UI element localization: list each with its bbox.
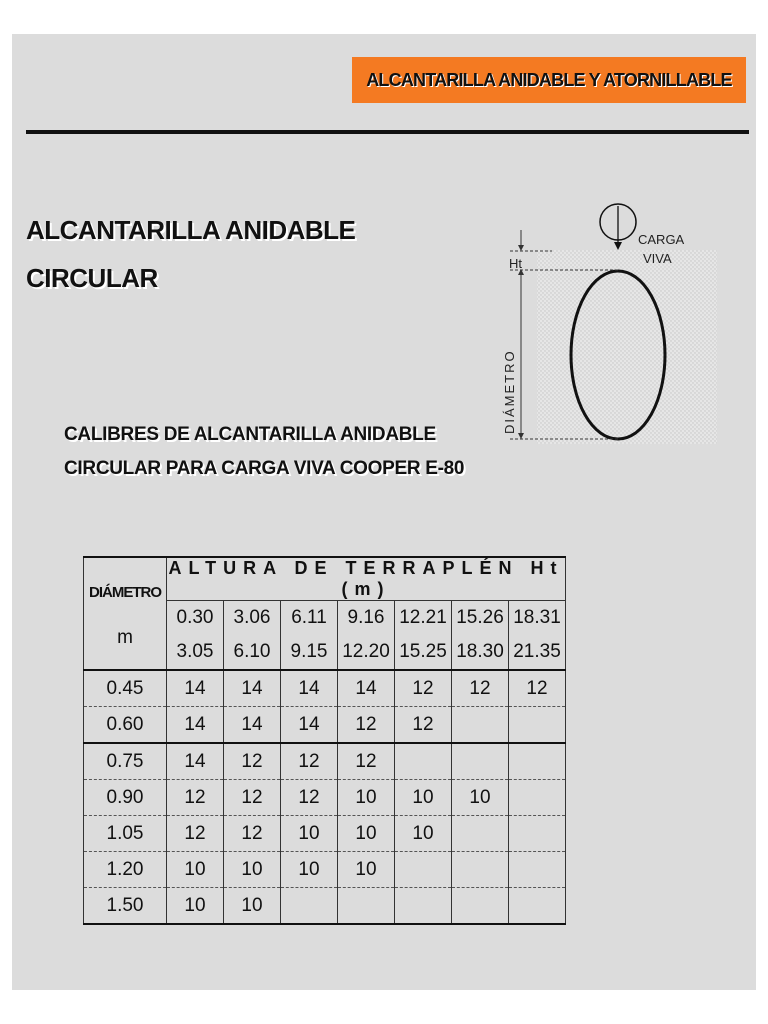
range-to-cell: 15.25 xyxy=(395,635,452,670)
diameter-header-label: DIÁMETRO xyxy=(89,584,161,601)
diameter-header xyxy=(84,557,167,670)
gauge-cell xyxy=(395,743,452,780)
gauge-cell: 12 xyxy=(167,780,224,816)
table-row xyxy=(84,888,566,925)
gauge-cell: 12 xyxy=(167,816,224,852)
table-row xyxy=(84,707,566,744)
gauge-cell: 12 xyxy=(281,743,338,780)
table-row xyxy=(84,816,566,852)
gauge-cell: 14 xyxy=(338,670,395,707)
range-from-cell: 0.30 xyxy=(167,601,224,636)
diameter-cell: 0.90 xyxy=(84,780,167,816)
gauge-cell xyxy=(452,816,509,852)
gauge-cell: 10 xyxy=(395,816,452,852)
title-line-1: ALCANTARILLA ANIDABLE xyxy=(26,215,356,245)
gauge-cell: 12 xyxy=(338,743,395,780)
gauge-cell xyxy=(395,852,452,888)
page-title xyxy=(26,206,356,302)
gauge-cell xyxy=(509,707,566,744)
range-from-cell: 15.26 xyxy=(452,601,509,636)
culvert-diagram xyxy=(482,184,732,454)
gauge-cell: 10 xyxy=(281,852,338,888)
altura-header: ALTURA DE TERRAPLÉN Ht (m) xyxy=(168,558,564,599)
table-row xyxy=(84,743,566,780)
gauge-cell: 12 xyxy=(395,707,452,744)
gauge-cell xyxy=(509,888,566,925)
gauge-cell xyxy=(395,888,452,925)
diameter-cell: 0.75 xyxy=(84,743,167,780)
gauge-cell: 14 xyxy=(281,670,338,707)
gauge-cell: 12 xyxy=(395,670,452,707)
gauge-cell: 10 xyxy=(395,780,452,816)
range-from-cell: 12.21 xyxy=(395,601,452,636)
table-caption xyxy=(64,418,504,486)
range-to-cell: 21.35 xyxy=(509,635,566,670)
diameter-cell: 1.20 xyxy=(84,852,167,888)
gauge-cell: 10 xyxy=(452,780,509,816)
gauge-cell: 12 xyxy=(452,670,509,707)
gauge-cell: 14 xyxy=(167,743,224,780)
live-load-arrowhead xyxy=(614,242,622,250)
diameter-cell: 1.50 xyxy=(84,888,167,925)
gauge-cell: 10 xyxy=(224,888,281,925)
range-to-cell: 9.15 xyxy=(281,635,338,670)
gauge-cell: 14 xyxy=(167,670,224,707)
gauge-cell: 14 xyxy=(224,707,281,744)
range-from-cell: 9.16 xyxy=(338,601,395,636)
gauge-cell xyxy=(509,816,566,852)
gauge-table xyxy=(83,556,566,925)
ht-label: Ht xyxy=(509,256,522,271)
gauge-cell: 12 xyxy=(224,780,281,816)
range-from-cell: 18.31 xyxy=(509,601,566,636)
gauge-cell xyxy=(452,852,509,888)
gauge-cell: 10 xyxy=(338,780,395,816)
caption-line-1: CALIBRES DE ALCANTARILLA ANIDABLE xyxy=(64,424,436,445)
gauge-cell xyxy=(452,888,509,925)
caption-line-2: CIRCULAR PARA CARGA VIVA COOPER E-80 xyxy=(64,458,465,479)
gauge-cell: 10 xyxy=(281,816,338,852)
gauge-cell xyxy=(509,743,566,780)
gauge-cell: 12 xyxy=(224,816,281,852)
embankment-fill xyxy=(537,250,717,444)
gauge-cell xyxy=(452,743,509,780)
title-line-2: CIRCULAR xyxy=(26,263,158,293)
diameter-cell: 1.05 xyxy=(84,816,167,852)
table-row xyxy=(84,780,566,816)
viva-label: VIVA xyxy=(643,251,672,266)
gauge-cell xyxy=(281,888,338,925)
gauge-cell: 12 xyxy=(281,780,338,816)
diameter-unit: m xyxy=(117,627,133,648)
gauge-cell: 12 xyxy=(224,743,281,780)
gauge-cell: 10 xyxy=(338,852,395,888)
gauge-cell: 10 xyxy=(167,888,224,925)
gauge-cell: 14 xyxy=(224,670,281,707)
header-rule xyxy=(26,130,749,134)
gauge-cell xyxy=(452,707,509,744)
gauge-cell: 14 xyxy=(281,707,338,744)
banner-title: ALCANTARILLA ANIDABLE Y ATORNILLABLE xyxy=(352,57,746,103)
carga-label: CARGA xyxy=(638,232,685,247)
diametro-label: DIÁMETRO xyxy=(502,349,517,434)
table-row xyxy=(84,852,566,888)
range-from-cell: 3.06 xyxy=(224,601,281,636)
range-to-cell: 12.20 xyxy=(338,635,395,670)
diameter-cell: 0.45 xyxy=(84,670,167,707)
gauge-cell xyxy=(509,852,566,888)
diameter-cell: 0.60 xyxy=(84,707,167,744)
gauge-cell: 14 xyxy=(167,707,224,744)
range-to-cell: 18.30 xyxy=(452,635,509,670)
gauge-cell xyxy=(338,888,395,925)
gauge-cell: 12 xyxy=(509,670,566,707)
gauge-cell: 10 xyxy=(167,852,224,888)
range-to-cell: 6.10 xyxy=(224,635,281,670)
gauge-cell: 10 xyxy=(224,852,281,888)
range-to-cell: 3.05 xyxy=(167,635,224,670)
gauge-cell xyxy=(509,780,566,816)
gauge-cell: 10 xyxy=(338,816,395,852)
range-from-cell: 6.11 xyxy=(281,601,338,636)
gauge-cell: 12 xyxy=(338,707,395,744)
table-row xyxy=(84,670,566,707)
